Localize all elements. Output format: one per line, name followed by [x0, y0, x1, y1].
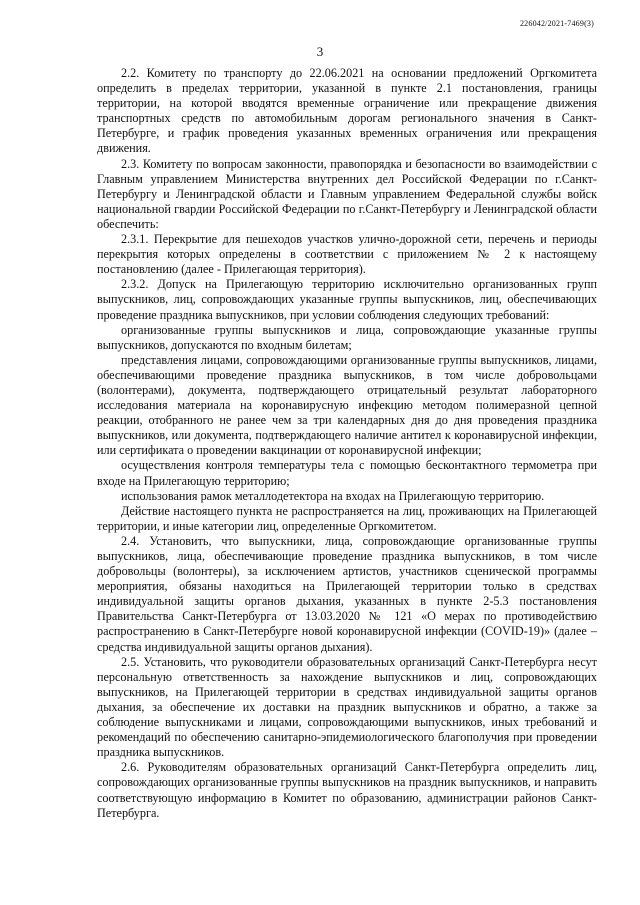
paragraph-2-6: 2.6. Руководителям образовательных организаций Санкт-Петербурга определить лиц, сопровождающих организованные группы выпускников на праздник выпускников, и направить соответствующую информацию в Комитет по образованию, администрации районов Санкт-Петербурга.	[97, 760, 597, 820]
document-id: 226042/2021-7469(3)	[519, 19, 594, 28]
requirement-test-document: представления лицами, сопровождающими организованные группы выпускников, лицами, обеспечивающими проведение праздника выпускников, в том числе добровольцами (волонтерами), документа, подтверждающего отрицательный результат лабораторного исследования материала на коронавирусную инфекцию методом полимеразной цепной реакции, отобранного не ранее чем за три календарных дня до дня проведения праздника выпускников, или документа, подтверждающего наличие антител к коронавирусной инфекции, или сертификата о проведении вакцинации от коронавирусной инфекции;	[97, 352, 597, 458]
page-number: 3	[316, 44, 324, 59]
requirement-tickets: организованные группы выпускников и лица, сопровождающие указанные группы выпускников, допускаются по входным билетам;	[97, 322, 597, 352]
document-body	[97, 66, 597, 821]
paragraph-2-3-1: 2.3.1. Перекрытие для пешеходов участков улично-дорожной сети, перечень и периоды перекрытия которых определены в соответствии с приложением № 2 к настоящему постановлению (далее - Прилегающая территория).	[97, 232, 597, 277]
paragraph-2-3-2: 2.3.2. Допуск на Прилегающую территорию исключительно организованных групп выпускников, лиц, сопровождающих указанные группы выпускников, лиц, обеспечивающих проведение праздника выпускников, при условии соблюдения следующих требований:	[97, 277, 597, 322]
requirement-temperature: осуществления контроля температуры тела с помощью бесконтактного термометра при входе на Прилегающую территорию;	[97, 458, 597, 488]
paragraph-2-5: 2.5. Установить, что руководители образовательных организаций Санкт-Петербурга несут персональную ответственность за нахождение выпускников и лиц, сопровождающих выпускников, на Прилегающей территории в средствах индивидуальной защиты органов дыхания, за обеспечение их доставки на праздник выпускников и обратно, а также за соблюдение выпускниками и лицами, сопровождающими выпускников, иных требований и рекомендаций по обеспечению санитарно-эпидемиологического благополучия при проведении праздника выпускников.	[97, 654, 597, 760]
paragraph-exception: Действие настоящего пункта не распространяется на лиц, проживающих на Прилегающей территории, и иные категории лиц, определенные Оргкомитетом.	[97, 503, 597, 533]
requirement-metal-detector: использования рамок металлодетектора на входах на Прилегающую территорию.	[121, 488, 545, 503]
paragraph-2-4: 2.4. Установить, что выпускники, лица, сопровождающие организованные группы выпускников, лица, обеспечивающие проведение праздника выпускников, в том числе добровольцы (волонтеры), за исключением артистов, участников сценической программы мероприятия, обязаны находиться на Прилегающей территории только в средствах индивидуальной защиты органов дыхания, указанных в пункте 2-5.3 постановления Правительства Санкт-Петербурга от 13.03.2020 № 121 «О мерах по противодействию распространению в Санкт-Петербурге новой коронавирусной инфекции (COVID-19)» (далее – средства индивидуальной защиты органов дыхания).	[97, 533, 597, 654]
paragraph-2-3: 2.3. Комитету по вопросам законности, правопорядка и безопасности во взаимодействии с Главным управлением Министерства внутренних дел Российской Федерации по г.Санкт-Петербургу и Ленинградской области и Главным управлением Федеральной службы войск национальной гвардии Российской Федерации по г.Санкт-Петербургу и Ленинградской области обеспечить:	[97, 156, 597, 231]
paragraph-2-2: 2.2. Комитету по транспорту до 22.06.2021 на основании предложений Оргкомитета определить в пределах территории, указанной в пункте 2.1 постановления, границы территории, на которой вводятся временные ограничение или прекращение движения транспортных средств по автомобильным дорогам регионального значения в Санкт-Петербурге, и график проведения указанных временных ограничения или прекращения движения.	[97, 66, 597, 156]
